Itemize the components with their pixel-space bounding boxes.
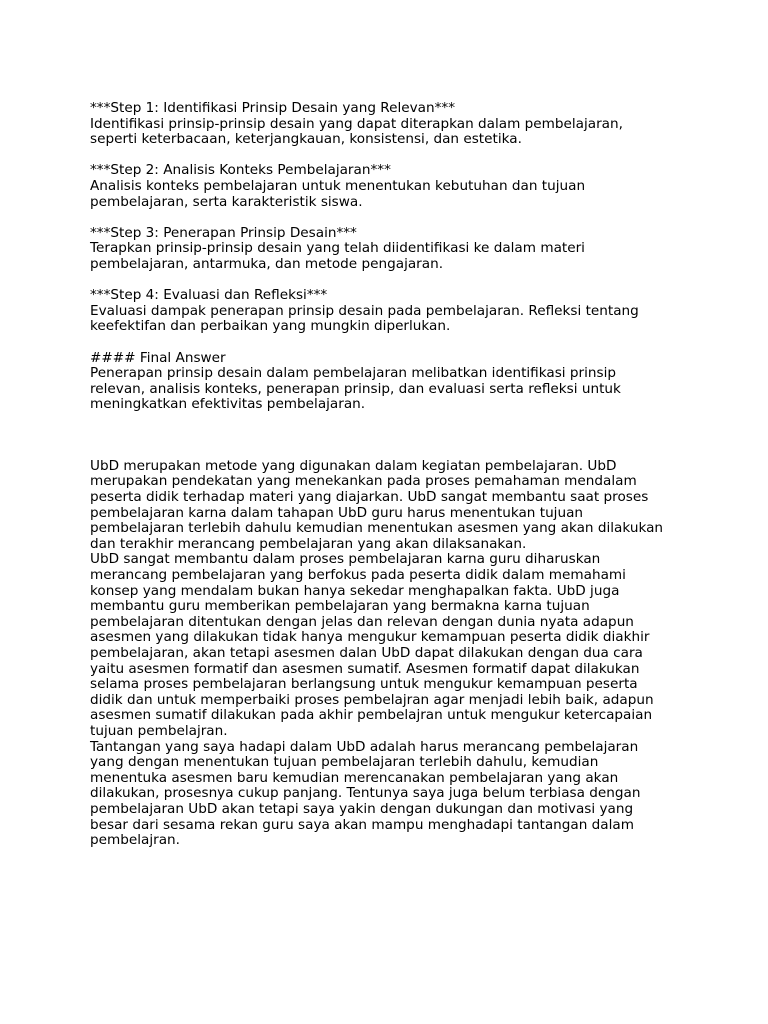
step-1 [90, 101, 690, 148]
step-1-heading: ***Step 1: Identifikasi Prinsip Desain yang Relevan*** [90, 100, 456, 116]
step-2-body: Analisis konteks pembelajaran untuk menentukan kebutuhan dan tujuan pembelajaran, serta karakteristik siswa. [90, 177, 586, 210]
step-4 [90, 288, 690, 335]
final-answer [90, 351, 690, 413]
step-4-body: Evaluasi dampak penerapan prinsip desain pada pembelajaran. Refleksi tentang keefektifan dan perbaikan yang mungkin diperlukan. [90, 302, 639, 335]
essay-paragraph-2: UbD sangat membantu dalam proses pembelajaran karna guru diharuskan merancang pembelajaran yang berfokus pada peserta didik dalam memahami konsep yang mendalam bukan hanya sekedar menghapalkan fakta. UbD juga membantu guru memberikan pembelajaran yang bermakna karna tujuan pembelajaran ditentukan dengan jelas dan relevan dengan dunia nyata adapun asesmen yang dilakukan tidak hanya mengukur kemampuan peserta didik diakhir pembelajaran, akan tetapi asesmen dalan UbD dapat dilakukan dengan dua cara yaitu asesmen formatif dan asesmen sumatif. Asesmen formatif dapat dilakukan selama proses pembelajaran berlangsung untuk mengukur kemampuan peserta didik dan untuk memperbaiki proses pembelajran agar menjadi lebih baik, adapun asesmen sumatif dilakukan pada akhir pembelajran untuk mengukur ketercapaian tujuan pembelajran. [90, 551, 654, 739]
essay-paragraph-3: Tantangan yang saya hadapi dalam UbD adalah harus merancang pembelajaran yang dengan menentukan tujuan pembelajaran terlebih dahulu, kemudian menentuka asesmen baru kemudian merencanakan pembelajaran yang akan dilakukan, prosesnya cukup panjang. Tentunya saya juga belum terbiasa dengan pembelajaran UbD akan tetapi saya yakin dengan dukungan dan motivasi yang besar dari sesama rekan guru saya akan mampu menghadapi tantangan dalam pembelajran. [90, 738, 641, 849]
final-answer-heading: #### Final Answer [90, 349, 226, 366]
step-2 [90, 163, 690, 210]
essay [90, 459, 690, 849]
essay-paragraph-1: UbD merupakan metode yang digunakan dalam kegiatan pembelajaran. UbD merupakan pendekatan yang menekankan pada proses pemahaman mendalam peserta didik terhadap materi yang diajarkan. UbD sangat membantu saat proses pembelajaran karna dalam tahapan UbD guru harus menentukan tujuan pembelajaran terlebih dahulu kemudian menentukan asesmen yang akan dilakukan dan terakhir merancang pembelajaran yang akan dilaksanakan. [90, 457, 664, 552]
step-3-body: Terapkan prinsip-prinsip desain yang telah diidentifikasi ke dalam materi pembelajaran, antarmuka, dan metode pengajaran. [90, 240, 585, 272]
step-2-heading: ***Step 2: Analisis Konteks Pembelajaran*** [90, 162, 391, 179]
step-1-body: Identifikasi prinsip-prinsip desain yang dapat diterapkan dalam pembelajaran, seperti keterbacaan, keterjangkauan, konsistensi, dan estetika. [90, 115, 623, 148]
step-3 [90, 226, 690, 273]
final-answer-body: Penerapan prinsip desain dalam pembelajaran melibatkan identifikasi prinsip relevan, analisis konteks, penerapan prinsip, dan evaluasi serta refleksi untuk meningkatkan efektivitas pembelajaran. [90, 365, 621, 413]
step-4-heading: ***Step 4: Evaluasi dan Refleksi*** [90, 287, 328, 304]
document-page [90, 101, 690, 849]
step-3-heading: ***Step 3: Penerapan Prinsip Desain*** [90, 224, 357, 241]
